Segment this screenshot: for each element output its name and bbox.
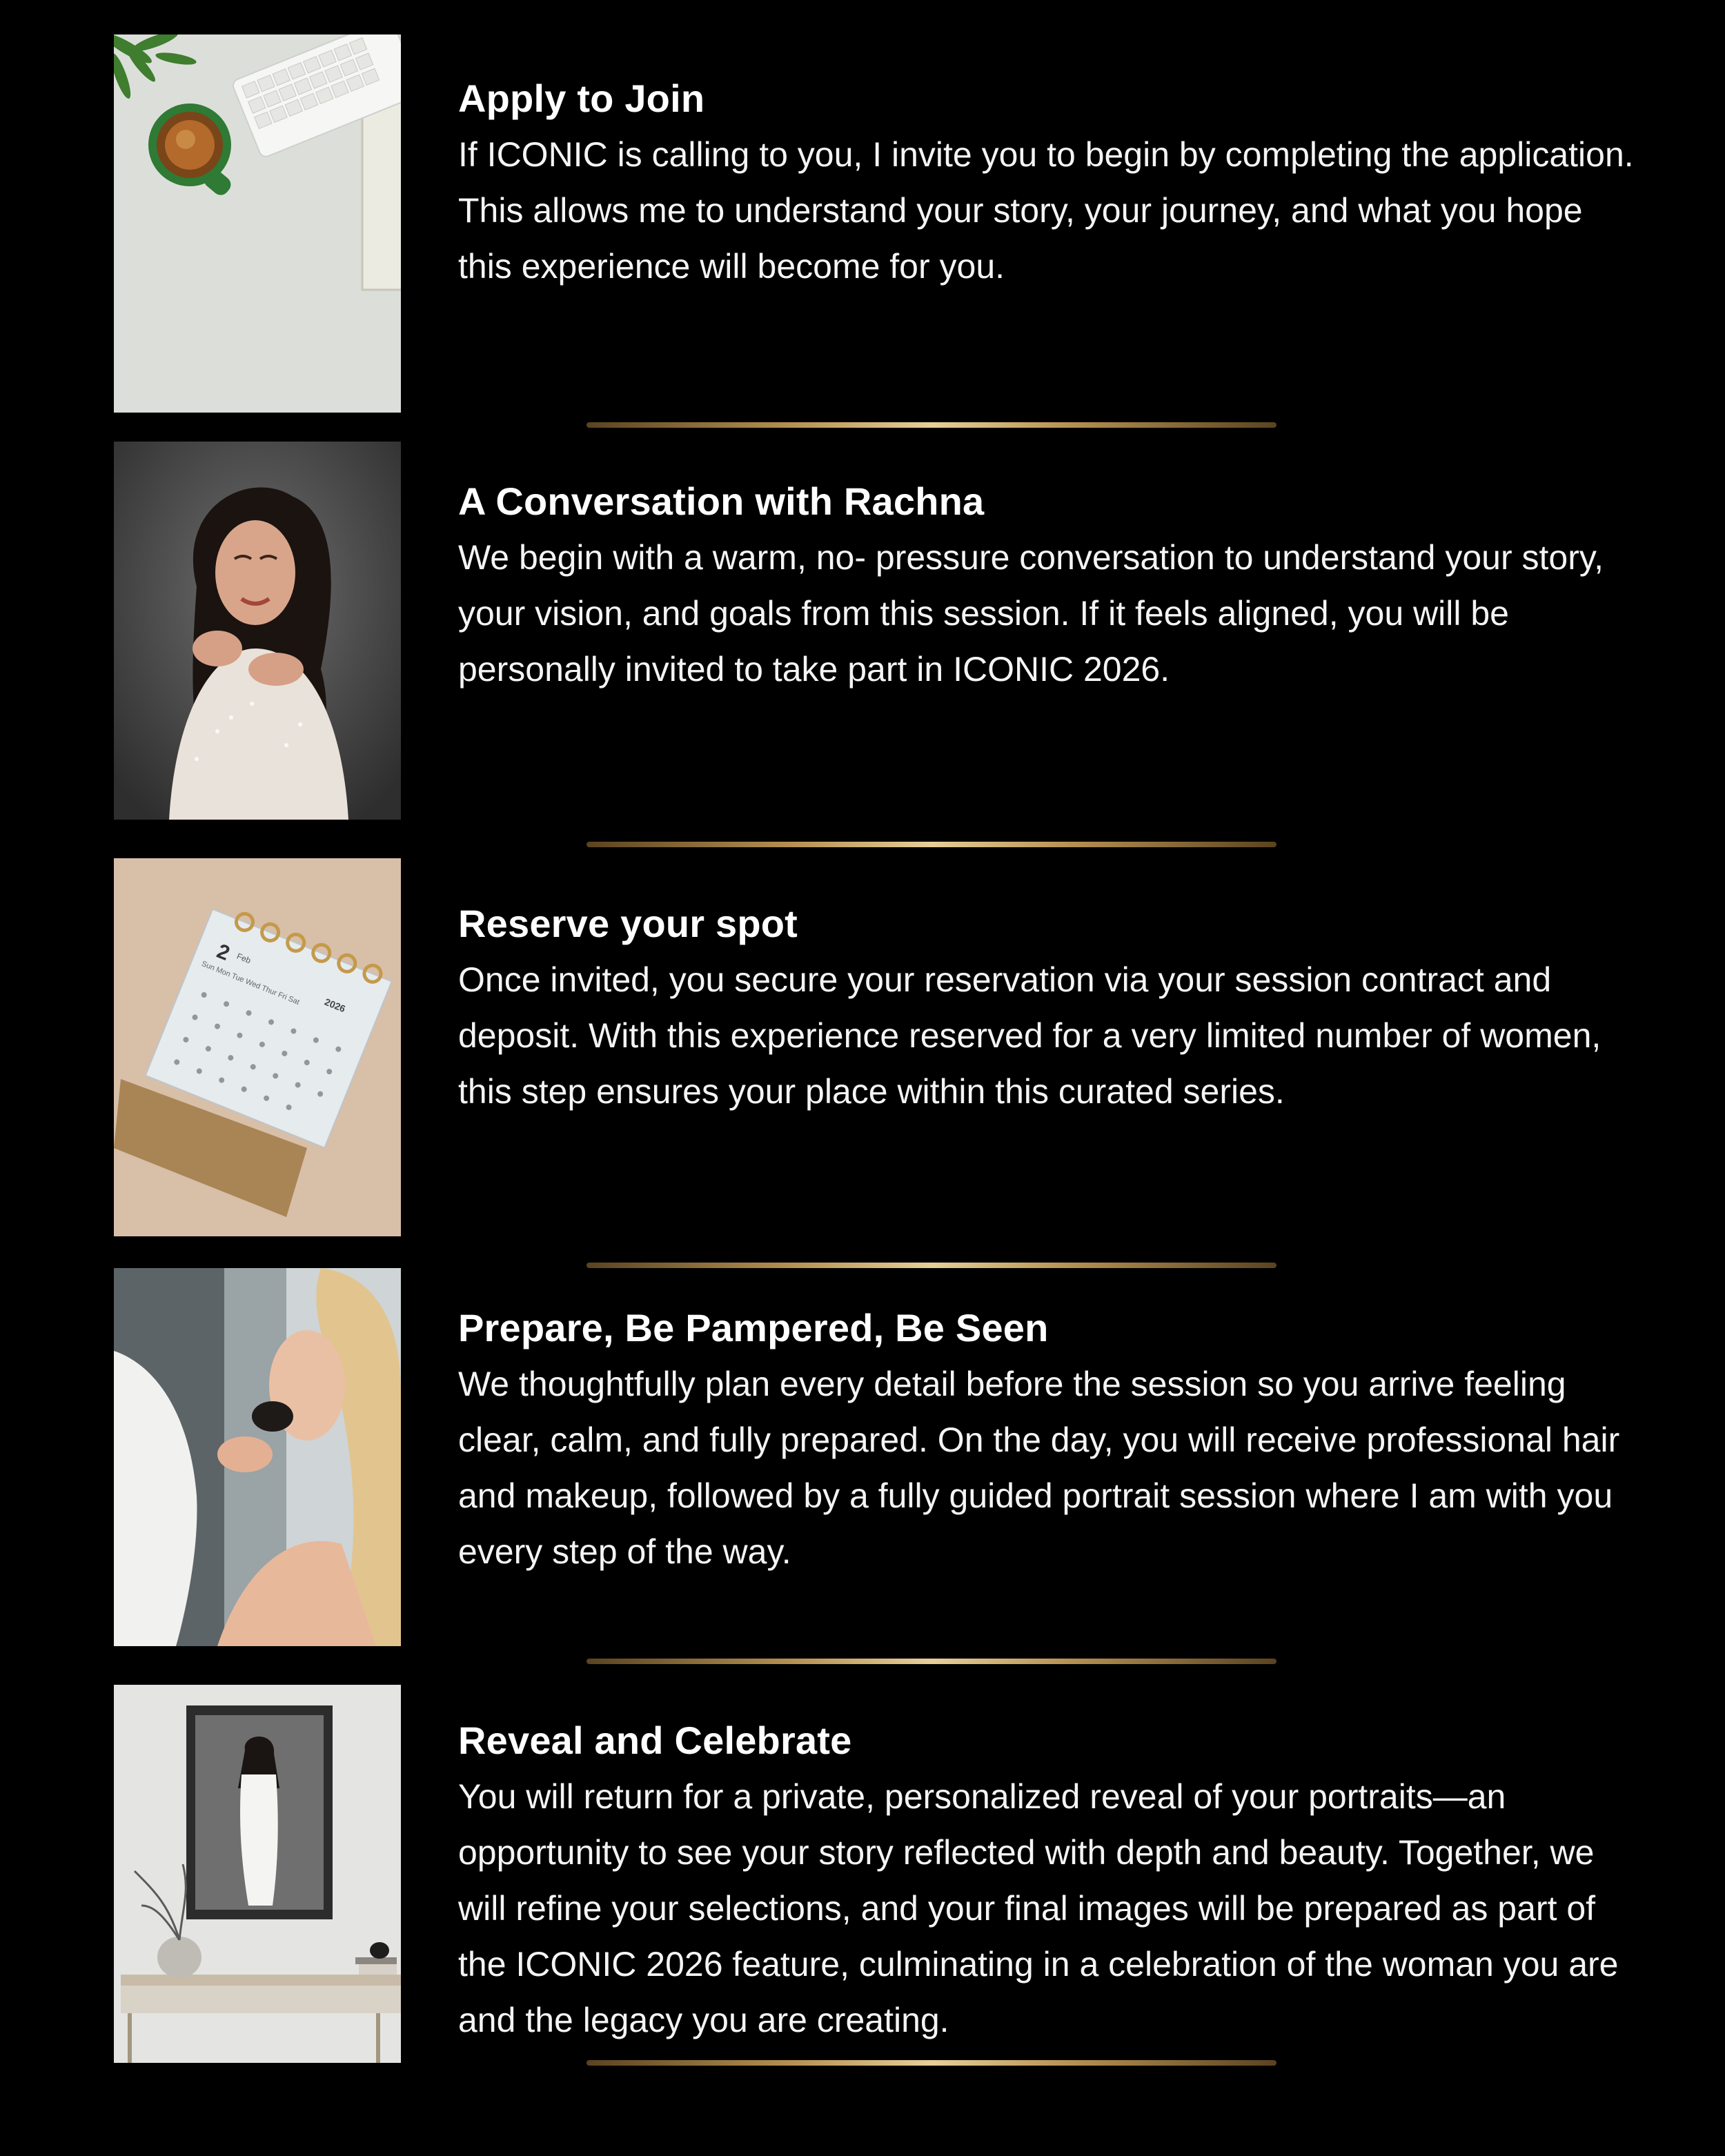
step-text xyxy=(458,1304,1645,1580)
makeup-application-photo xyxy=(114,1268,401,1646)
step-title: Prepare, Be Pampered, Be Seen xyxy=(458,1306,1049,1349)
gold-divider xyxy=(586,842,1276,847)
step-title: Reserve your spot xyxy=(458,902,798,945)
step-description: You will return for a private, personalized reveal of your portraits—an opportunity to see your story reflected with depth and beauty. Together, we will refine your selections, and your final images will be prepared as part of the ICONIC 2026 feature, culminating in a celebration of the woman you are and the legacy you are creating. xyxy=(458,1777,1619,2039)
weekday-label: Mon xyxy=(215,965,232,979)
framed-portrait-wall-photo xyxy=(114,1685,401,2063)
step-text xyxy=(458,1717,1645,2048)
portrait-photo xyxy=(114,442,401,820)
step-title: Apply to Join xyxy=(458,77,705,120)
step-title: Reveal and Celebrate xyxy=(458,1719,852,1762)
weekday-label: Fri xyxy=(277,990,288,1002)
step-description: Once invited, you secure your reservation via your session contract and deposit. With this experience reserved for a very limited number of women, this step ensures your place within this curated series. xyxy=(458,960,1601,1111)
step-description: We begin with a warm, no- pressure conversation to understand your story, your vision, and goals from this session. If it feels aligned, you will be personally invited to take part in ICONIC 2026. xyxy=(458,538,1604,689)
step-description: We thoughtfully plan every detail before the session so you arrive feeling clear, calm, and fully prepared. On the day, you will receive professional hair and makeup, followed by a fully guided portrait session where I am with you every step of the way. xyxy=(458,1365,1620,1571)
gold-divider xyxy=(586,422,1276,428)
step-text xyxy=(458,477,1645,698)
weekday-label: Sun xyxy=(200,959,216,973)
step-text xyxy=(458,75,1645,295)
step-description: If ICONIC is calling to you, I invite you to begin by completing the application. This allows me to understand your story, your journey, and what you hope this experience will become for you. xyxy=(458,135,1634,286)
calendar-year: 2026 xyxy=(323,996,348,1015)
weekday-label: Sat xyxy=(286,994,301,1007)
gold-divider xyxy=(586,1659,1276,1664)
step-title: A Conversation with Rachna xyxy=(458,479,985,523)
gold-divider xyxy=(586,1263,1276,1268)
weekday-label: Wed xyxy=(244,977,262,991)
desk-calendar-photo xyxy=(114,858,401,1236)
weekday-label: Thur xyxy=(260,984,278,998)
step-text xyxy=(458,900,1645,1120)
calendar-month: Feb xyxy=(235,951,253,966)
gold-divider xyxy=(586,2060,1276,2066)
calendar-day: 2 xyxy=(213,940,233,965)
desk-coffee-keyboard-photo xyxy=(114,34,401,413)
weekday-label: Tue xyxy=(230,971,246,985)
